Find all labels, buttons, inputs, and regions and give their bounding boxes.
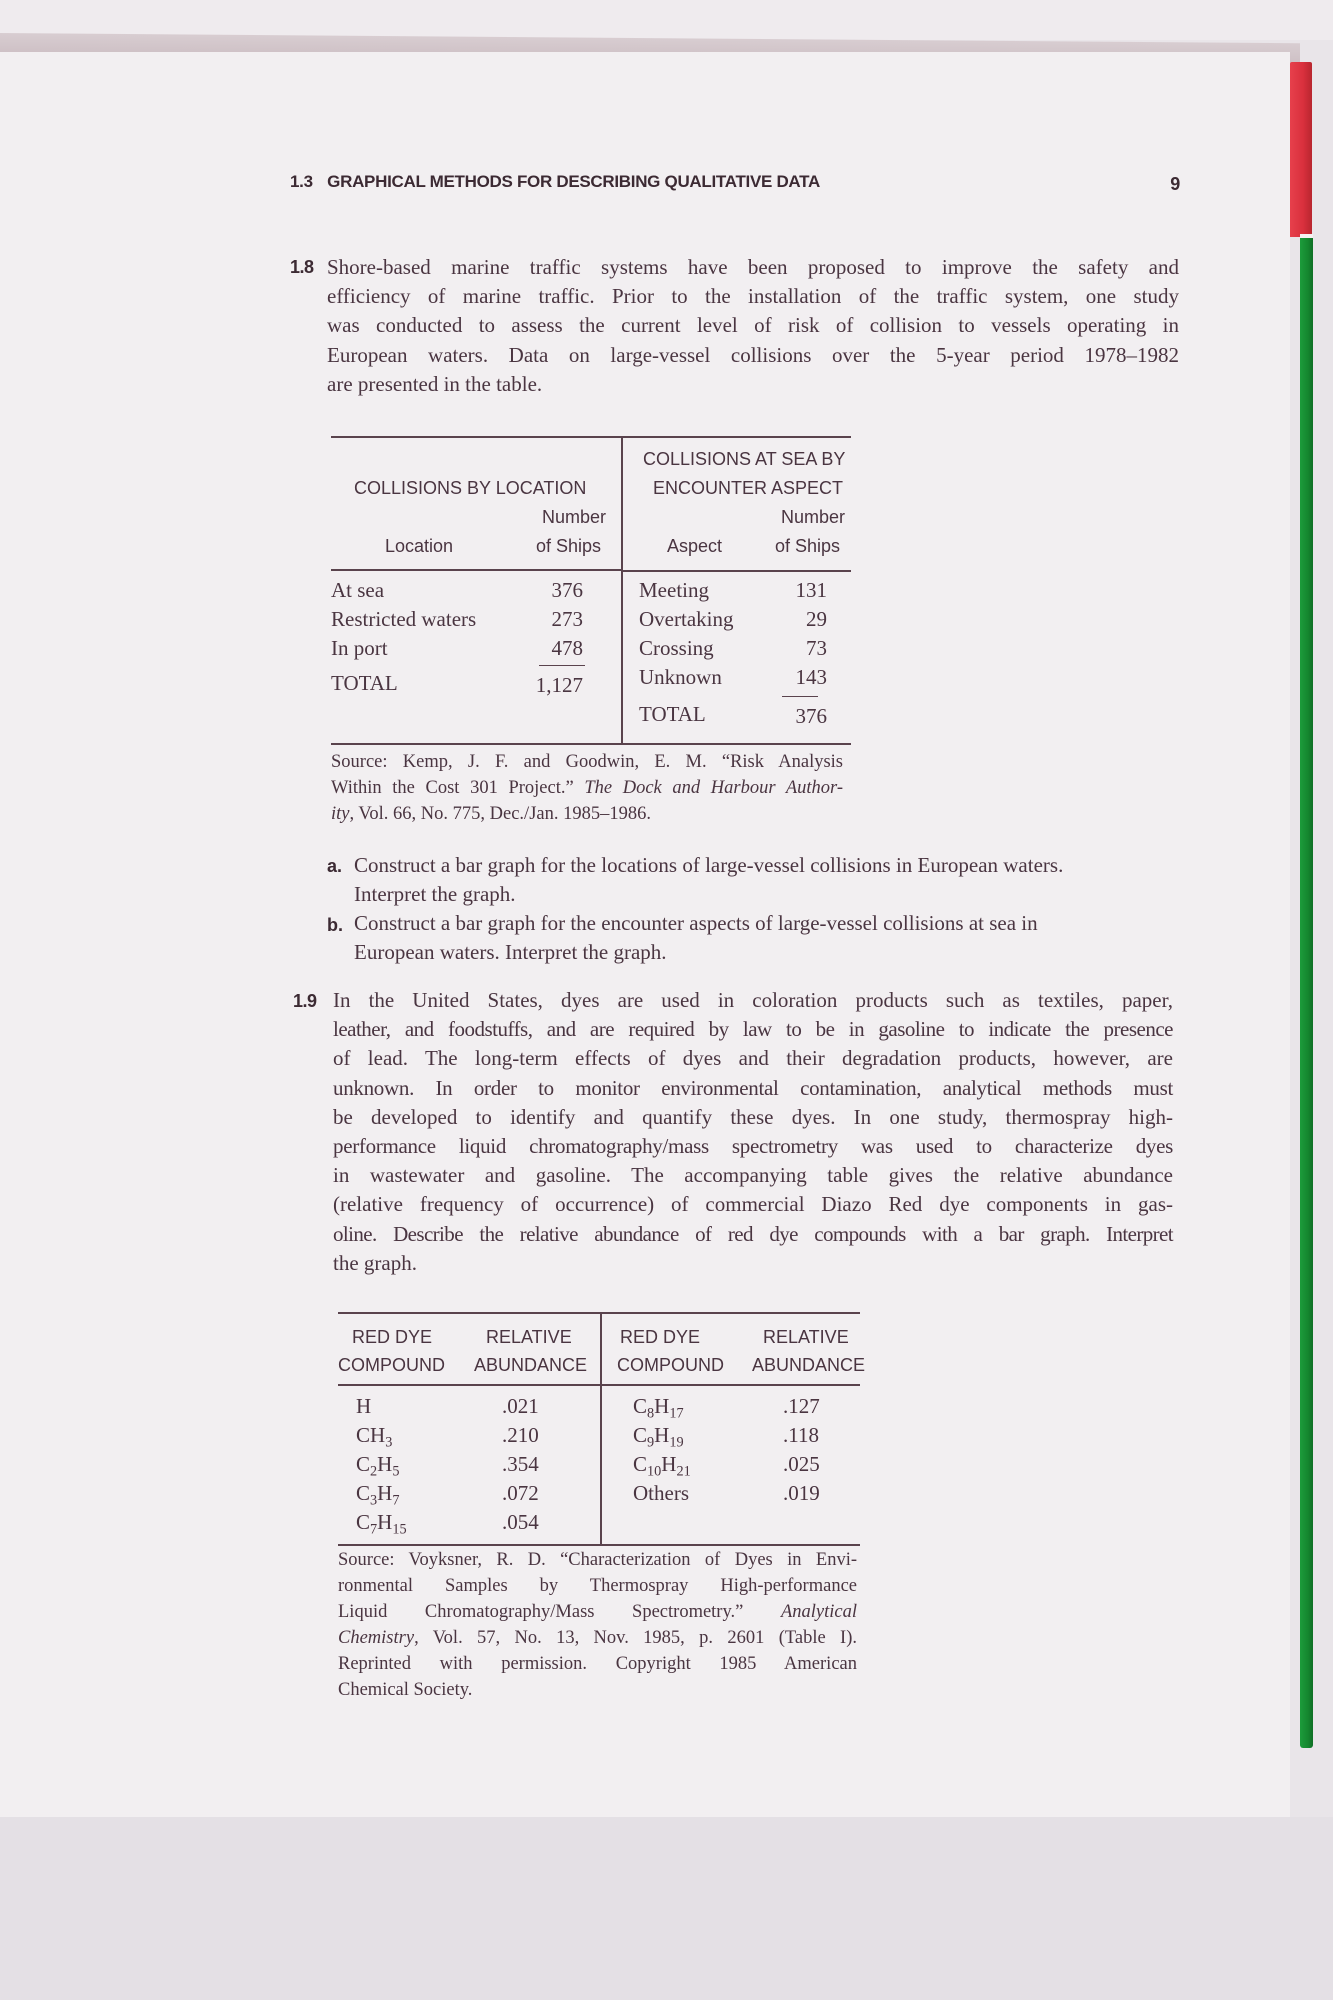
- table-1-source: [331, 749, 843, 827]
- collisions-table: [331, 436, 851, 743]
- aspect-label: Crossing: [639, 636, 714, 660]
- compound-label: [356, 1394, 371, 1419]
- compound-label: [633, 1452, 691, 1480]
- abundance-value: .118: [783, 1423, 819, 1447]
- problem-1-9-text: [333, 986, 1173, 1278]
- text-line: of lead. The long-term effects of dyes and their degradation products, however, are: [333, 1046, 1173, 1071]
- compound-formula: $CH_3$: [356, 1423, 393, 1451]
- compound-formula: $C_2H_5$: [356, 1452, 400, 1480]
- book-edge-green: [1300, 238, 1313, 1748]
- aspect-value: 29: [806, 607, 827, 631]
- text-line: efficiency of marine traffic. Prior to the installation of the traffic system, one study: [327, 284, 1179, 309]
- compound-label: [356, 1481, 400, 1509]
- text-line: oline. Describe the relative abundance of red dye compounds with a bar graph. Interpret: [333, 1221, 1173, 1246]
- aspect-value: 73: [806, 636, 827, 660]
- source-line: Source: Voyksner, R. D. “Characterization of Dyes in Envi-: [338, 1550, 857, 1570]
- col-number-header-1: Number: [542, 507, 607, 527]
- compound-label: [633, 1423, 684, 1451]
- table-divider: [621, 436, 623, 743]
- compound-formula: H: [356, 1394, 372, 1418]
- text-line: the graph.: [333, 1250, 417, 1275]
- source-journal: Analytical: [780, 1602, 857, 1622]
- text-line: in wastewater and gasoline. The accompanying table gives the relative abundance: [333, 1163, 1173, 1188]
- part-a-label: a.: [327, 856, 343, 876]
- book-edge-red: [1290, 62, 1312, 237]
- header-rule: [338, 1384, 860, 1386]
- part-a-text: [354, 851, 1174, 909]
- problem-1-8-text: [327, 253, 1179, 399]
- compound-label: [356, 1510, 407, 1538]
- compound-formula: Others: [633, 1481, 689, 1505]
- abundance-value: .072: [502, 1481, 539, 1505]
- text-line: be developed to identify and quantify these dyes. In one study, thermospray high-: [333, 1104, 1173, 1129]
- right-table-title-1: COLLISIONS AT SEA BY: [643, 449, 846, 469]
- sum-rule: [539, 665, 585, 666]
- sum-rule: [782, 696, 818, 697]
- source-line: Chemical Society.: [338, 1680, 473, 1700]
- location-total-value: 1,127: [535, 673, 583, 697]
- section-number: 1.3: [290, 172, 313, 191]
- compound-label: [356, 1423, 393, 1451]
- text-line: In the United States, dyes are used in coloration products such as textiles, paper,: [333, 988, 1173, 1012]
- running-head: [290, 172, 1180, 192]
- col-compound-header-1: RED DYE: [352, 1327, 433, 1347]
- col-aspect-header: Aspect: [667, 536, 723, 556]
- source-line: [338, 1599, 857, 1625]
- part-b-label: b.: [327, 915, 343, 935]
- text-line: (relative frequency of occurrence) of commercial Diazo Red dye components in gas-: [333, 1192, 1173, 1217]
- source-line: [331, 775, 843, 801]
- section-title: GRAPHICAL METHODS FOR DESCRIBING QUALITATIVE DATA: [327, 172, 820, 191]
- source-line: Source: Kemp, J. F. and Goodwin, E. M. “Risk Analysis: [331, 752, 843, 772]
- source-text: , Vol. 57, No. 13, Nov. 1985, p. 2601 (Table I).: [414, 1628, 857, 1648]
- red-dye-table: [338, 1312, 866, 1544]
- header-rule-left: [331, 569, 621, 571]
- text-line: performance liquid chromatography/mass spectrometry was used to characterize dyes: [333, 1134, 1173, 1159]
- source-text: Liquid Chromatography/Mass Spectrometry.”: [338, 1602, 781, 1622]
- aspect-label: Unknown: [639, 665, 722, 689]
- table-bottom-rule: [331, 743, 851, 745]
- col-number-header-2: of Ships: [775, 536, 841, 556]
- text-line: are presented in the table.: [327, 371, 543, 396]
- source-text: Within the Cost 301 Project.”: [331, 778, 585, 798]
- aspect-value: 131: [795, 578, 827, 602]
- location-label: At sea: [331, 578, 385, 602]
- text-line: Interpret the graph.: [354, 882, 516, 906]
- header-rule-right: [621, 570, 851, 572]
- left-table-title: COLLISIONS BY LOCATION: [354, 478, 587, 498]
- text-line: Construct a bar graph for the encounter aspects of large-vessel collisions at sea in: [354, 911, 1038, 935]
- table-bottom-rule: [338, 1544, 860, 1546]
- table-top-rule: [338, 1312, 860, 1314]
- text-line: was conducted to assess the current level of risk of collision to vessels operating in: [327, 313, 1179, 338]
- text-line: leather, and foodstuffs, and are required by law to be in gasoline to indicate the presence: [333, 1017, 1173, 1042]
- text-line: unknown. In order to monitor environmental contamination, analytical methods must: [333, 1075, 1173, 1100]
- abundance-value: .210: [502, 1423, 539, 1447]
- col-compound-header-2: COMPOUND: [617, 1355, 724, 1375]
- col-compound-header-2: COMPOUND: [338, 1355, 445, 1375]
- problem-number-1-8: 1.8: [290, 257, 314, 277]
- source-text: , Vol. 66, No. 775, Dec./Jan. 1985–1986.: [349, 804, 651, 824]
- source-line: ronmental Samples by Thermospray High-performance: [338, 1576, 857, 1596]
- source-line: [331, 801, 843, 827]
- abundance-value: .025: [783, 1452, 820, 1476]
- part-b-text: [354, 909, 1174, 967]
- abundance-value: .019: [783, 1481, 820, 1505]
- abundance-value: .021: [502, 1394, 539, 1418]
- col-abundance-header-2: ABUNDANCE: [752, 1355, 866, 1375]
- compound-formula: $C_7H_{15}$: [356, 1510, 407, 1538]
- aspect-label: Overtaking: [639, 607, 734, 631]
- text-line: Shore-based marine traffic systems have been proposed to improve the safety and: [327, 255, 1179, 279]
- location-value: 478: [551, 636, 583, 660]
- aspect-value: 143: [795, 665, 827, 689]
- location-total-label: TOTAL: [331, 671, 398, 695]
- source-journal: The Dock and Harbour Author-: [584, 778, 843, 798]
- aspect-total-value: 376: [795, 704, 827, 728]
- compound-formula: $C_{10}H_{21}$: [633, 1452, 691, 1480]
- col-number-header-1: Number: [781, 507, 846, 527]
- col-number-header-2: of Ships: [536, 536, 602, 556]
- compound-formula: $C_8H_{17}$: [633, 1394, 684, 1422]
- compound-formula: $C_9H_{19}$: [633, 1423, 684, 1451]
- aspect-label: Meeting: [639, 578, 709, 602]
- col-abundance-header-1: RELATIVE: [486, 1327, 572, 1347]
- abundance-value: .127: [783, 1394, 820, 1418]
- location-label: Restricted waters: [331, 607, 477, 631]
- text-line: European waters. Interpret the graph.: [354, 940, 667, 964]
- compound-formula: $C_3H_7$: [356, 1481, 400, 1509]
- location-value: 273: [551, 607, 583, 631]
- table-divider: [600, 1312, 602, 1544]
- text-line: Construct a bar graph for the locations of large-vessel collisions in European waters.: [354, 853, 1064, 877]
- source-journal: ity: [331, 804, 350, 824]
- abundance-value: .354: [502, 1452, 539, 1476]
- aspect-total-label: TOTAL: [639, 702, 706, 726]
- right-table-title-2: ENCOUNTER ASPECT: [653, 478, 844, 498]
- col-location-header: Location: [385, 536, 454, 556]
- compound-label: [633, 1394, 684, 1422]
- col-abundance-header-2: ABUNDANCE: [474, 1355, 588, 1375]
- source-line: Reprinted with permission. Copyright 1985 American: [338, 1654, 857, 1674]
- location-value: 376: [551, 578, 583, 602]
- location-label: In port: [331, 636, 388, 660]
- source-journal: Chemistry: [338, 1628, 415, 1648]
- col-abundance-header-1: RELATIVE: [763, 1327, 849, 1347]
- problem-number-1-9: 1.9: [293, 991, 317, 1011]
- page-number: 9: [1170, 174, 1180, 194]
- table-2-source: [338, 1547, 857, 1703]
- table-top-rule: [331, 436, 851, 438]
- compound-label: [633, 1481, 689, 1506]
- abundance-value: .054: [502, 1510, 539, 1534]
- source-line: [338, 1625, 857, 1651]
- compound-label: [356, 1452, 400, 1480]
- table-surface: [0, 1817, 1333, 2000]
- text-line: European waters. Data on large-vessel collisions over the 5-year period 1978–1982: [327, 342, 1179, 367]
- col-compound-header-1: RED DYE: [620, 1327, 701, 1347]
